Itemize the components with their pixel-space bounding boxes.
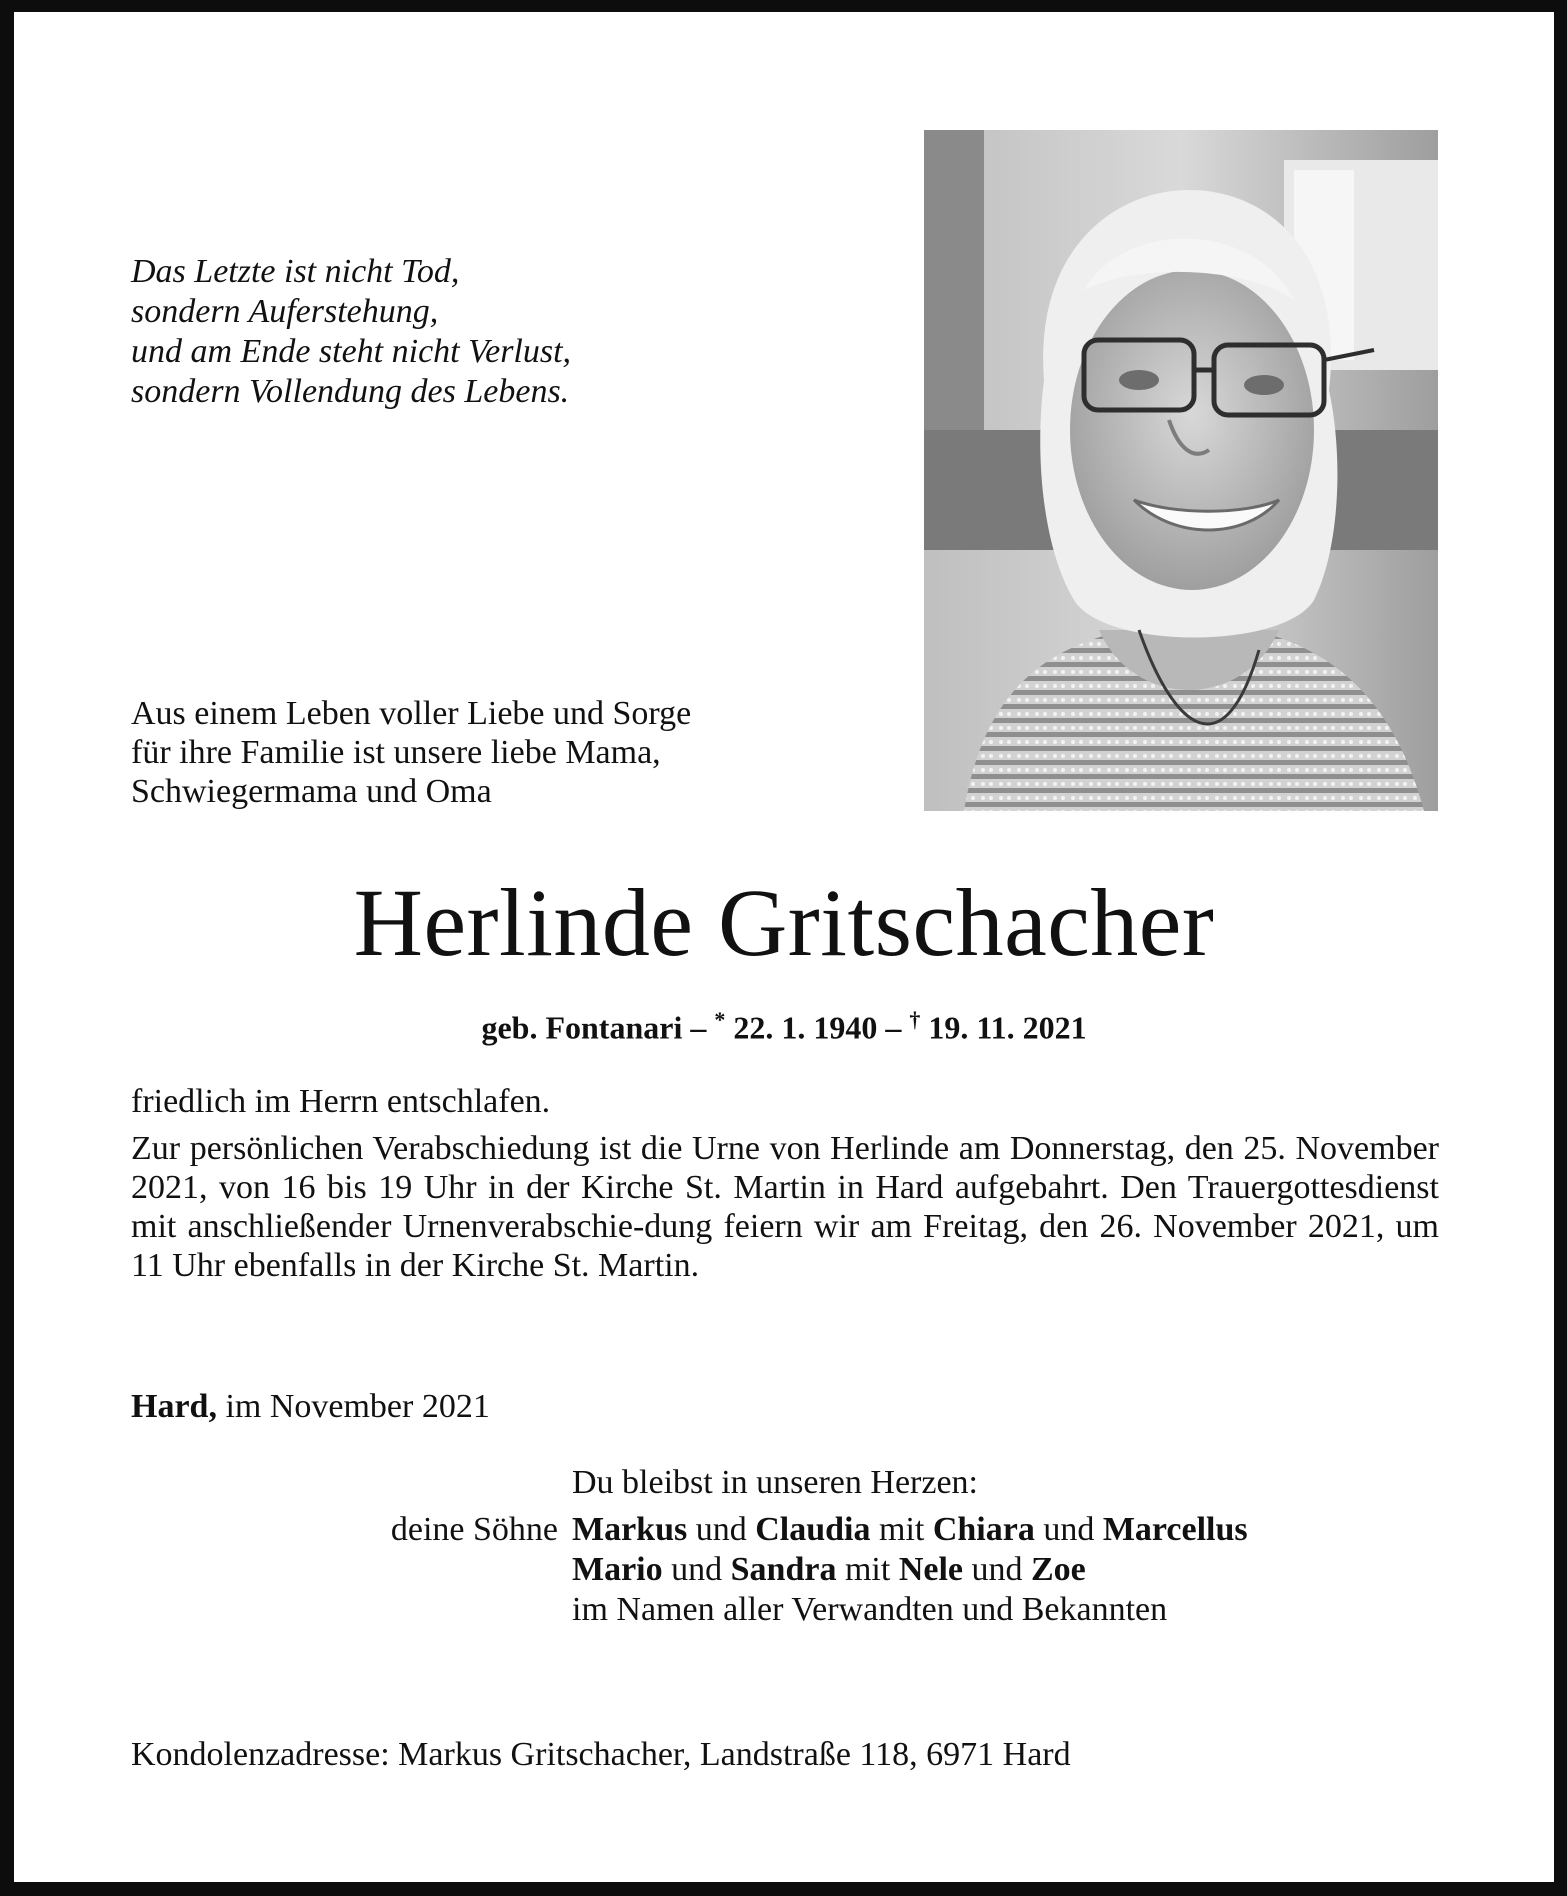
deceased-name: Herlinde Gritschacher bbox=[353, 869, 1215, 976]
family-member-name: Zoe bbox=[1031, 1551, 1086, 1588]
family-heading: Du bleibst in unseren Herzen: bbox=[572, 1464, 978, 1501]
family-members bbox=[572, 1510, 1248, 1630]
intro-line: für ihre Familie ist unsere liebe Mama, bbox=[131, 734, 661, 771]
family-line: im Namen aller Verwandten und Bekannten bbox=[572, 1591, 1168, 1628]
family-member-name: Claudia bbox=[755, 1511, 871, 1548]
birth-name: geb. Fontanari bbox=[481, 1009, 683, 1046]
portrait-photo bbox=[924, 130, 1438, 811]
quote-line: sondern Auferstehung, bbox=[131, 293, 439, 330]
announcement-body bbox=[131, 1082, 1439, 1285]
intro-line: Aus einem Leben voller Liebe und Sorge bbox=[131, 695, 692, 732]
family-member-name: Marcellus bbox=[1102, 1511, 1248, 1548]
family-connector: und bbox=[1043, 1511, 1095, 1548]
family-prefix: deine Söhne bbox=[390, 1511, 558, 1548]
memorial-quote bbox=[131, 252, 751, 412]
intro-text bbox=[131, 694, 851, 811]
announcement-first-line: friedlich im Herrn entschlafen. bbox=[131, 1083, 551, 1120]
death-date: 19. 11. 2021 bbox=[928, 1009, 1087, 1046]
family-connector: und bbox=[695, 1511, 747, 1548]
birth-symbol: * bbox=[714, 1007, 726, 1032]
family-connector: und bbox=[671, 1551, 723, 1588]
family-connector: mit bbox=[879, 1511, 925, 1548]
place-town: Hard, bbox=[131, 1388, 217, 1425]
family-member-name: Chiara bbox=[932, 1511, 1035, 1548]
quote-line: Das Letzte ist nicht Tod, bbox=[131, 253, 460, 290]
death-symbol: † bbox=[909, 1007, 921, 1032]
family-member-name: Nele bbox=[898, 1551, 963, 1588]
birth-date: 22. 1. 1940 bbox=[733, 1009, 878, 1046]
family-member-name: Sandra bbox=[730, 1551, 837, 1588]
family-line bbox=[572, 1510, 1248, 1550]
quote-line: sondern Vollendung des Lebens. bbox=[131, 373, 570, 410]
intro-line: Schwiegermama und Oma bbox=[131, 773, 492, 810]
quote-line: und am Ende steht nicht Verlust, bbox=[131, 333, 572, 370]
family-line bbox=[572, 1550, 1248, 1590]
life-dates: geb. Fontanari – * 22. 1. 1940 – † 19. 11. 2021 bbox=[481, 1007, 1087, 1046]
family-connector: und bbox=[971, 1551, 1023, 1588]
condolence-address: Kondolenzadresse: Markus Gritschacher, Landstraße 118, 6971 Hard bbox=[131, 1736, 1071, 1773]
place-and-date bbox=[131, 1387, 490, 1427]
family-member-name: Markus bbox=[572, 1511, 688, 1548]
place-date: im November 2021 bbox=[225, 1388, 490, 1425]
family-member-name: Mario bbox=[572, 1551, 663, 1588]
family-connector: mit bbox=[844, 1551, 891, 1588]
portrait-illustration bbox=[924, 130, 1438, 811]
announcement-paragraph: Zur persönlichen Verabschiedung ist die Urne von Herlinde am Donnerstag, den 25. November 2021, von 16 bis 19 Uhr in der Kirche St. Martin in Hard aufgebahrt. Den Trauergottesdienst mit anschließender Urnenverabschie-dung feiern wir am Freitag, den 26. November 2021, um 11 Uhr ebenfalls in der Kirche St. Martin. bbox=[131, 1130, 1439, 1284]
